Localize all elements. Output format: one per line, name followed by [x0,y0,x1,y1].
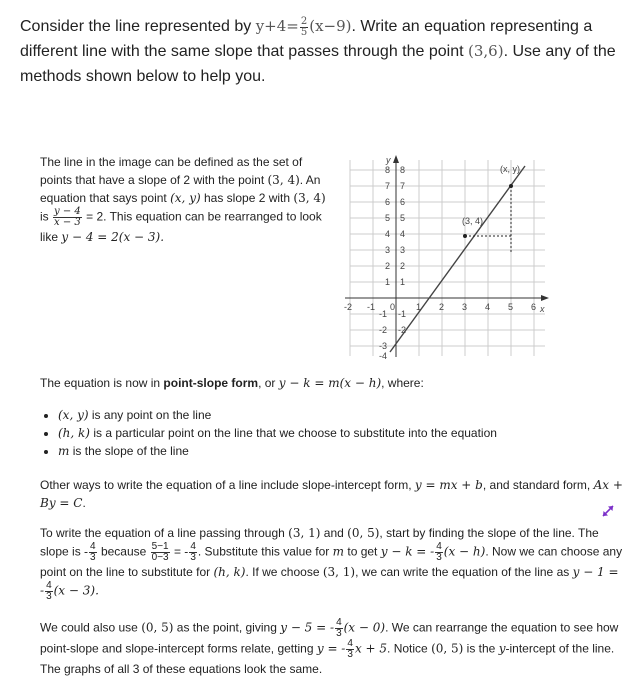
svg-text:-1: -1 [398,309,407,319]
expand-icon[interactable] [600,503,616,523]
svg-text:7: 7 [400,181,406,191]
question-equation: y+4= $\frac{2}{5}$ (x−9) [255,15,352,38]
svg-text:2: 2 [400,261,406,271]
point-x-y-label: (x, y) [500,164,520,174]
question-part2: . Write an equation representing a different line with the same slope that passes through the point [20,18,593,60]
graph-intro-text: The line in the image can be defined as the set of points that have a slope of 2 with the point (3, 4). An equation that says point (x, y) has slope 2 with (3, 4) is $\frac{y - 4}{x - 3}$ = 2. This equation can be rearranged to look like y − 4 = 2(x − 3). [40,155,326,244]
svg-text:5: 5 [385,213,391,223]
svg-text:-2: -2 [344,302,353,312]
svg-text:4: 4 [400,229,406,239]
point-x-y [509,184,513,188]
svg-text:6: 6 [531,302,537,312]
svg-text:-2: -2 [379,325,388,335]
svg-text:1: 1 [385,277,391,287]
svg-text:4: 4 [385,229,391,239]
svg-text:2: 2 [385,261,391,271]
y-axis-arrow [393,155,399,163]
svg-text:3: 3 [400,245,406,255]
example-paragraph: To write the equation of a line passing through (3, 1) and (0, 5), start by finding the slope of the line. The slope is - $\frac{4}{3}$ because $\frac{5-1}{0-3}$ = - $\frac{4}{3}$ . Substitute this value for m to get y − k = - $\frac{4}{3}$ (x − h). Now we can choose any point on the line to substitute for (h, k). If we choose (3, 1), we can write the equation of the line as y − 1 = - $\frac{4}{3}$ (x − 3). [40,526,623,602]
svg-text:1: 1 [416,302,422,312]
side-number-labels [379,165,390,361]
plotted-line [390,166,525,352]
svg-text:8: 8 [400,165,406,175]
svg-text:-1: -1 [367,302,376,312]
y-tick-labels [398,165,406,335]
other-forms-paragraph: Other ways to write the equation of a line include slope-intercept form, y = mx + b, and standard form, Ax + By = C. [40,478,623,510]
svg-text:5: 5 [400,213,406,223]
svg-text:0: 0 [390,302,396,312]
svg-text:-3: -3 [379,341,388,351]
x-axis-label: x [540,304,545,314]
point-3-4 [463,234,467,238]
question-text [20,14,630,89]
svg-text:5: 5 [508,302,514,312]
list-item: • (h, k) is a particular point on the line that we choose to substitute into the equation [58,424,628,442]
list-item: • m is the slope of the line [58,442,628,460]
point-3-4-label: (3, 4) [462,216,484,226]
svg-text:4: 4 [485,302,491,312]
question-point: (3,6) [468,42,504,60]
list-item: • (x, y) is any point on the line [58,406,628,424]
expand-arrows-icon [600,503,616,519]
svg-text:3: 3 [462,302,468,312]
question-part3: . Use any of the methods shown below to help you. [20,43,616,85]
line-graph [335,152,555,362]
x-tick-labels [344,302,536,312]
svg-text:3: 3 [385,245,391,255]
definition-list [40,406,628,460]
svg-text:8: 8 [385,165,391,175]
svg-text:6: 6 [385,197,391,207]
svg-text:-1: -1 [379,309,388,319]
svg-text:1: 1 [400,277,406,287]
svg-text:-2: -2 [398,325,407,335]
x-axis-arrow [541,295,549,301]
svg-text:6: 6 [400,197,406,207]
y-axis-label: y [386,155,391,165]
svg-text:-4: -4 [379,351,388,361]
alternate-point-paragraph: We could also use (0, 5) as the point, giving y − 5 = - $\frac{4}{3}$ (x − 0). We can rearrange the equation to see how point-slope and slope-intercept forms relate, getting y = - $\frac{4}{3}$ x + 5. Notice (0, 5) is the y-intercept of the line. The graphs of all 3 of these equations look the same. [40,617,619,676]
svg-text:2: 2 [439,302,445,312]
point-slope-paragraph: The equation is now in point-slope form, or y − k = m(x − h), where: [40,376,424,390]
question-part1: Consider the line represented by [20,18,252,35]
svg-text:7: 7 [385,181,391,191]
